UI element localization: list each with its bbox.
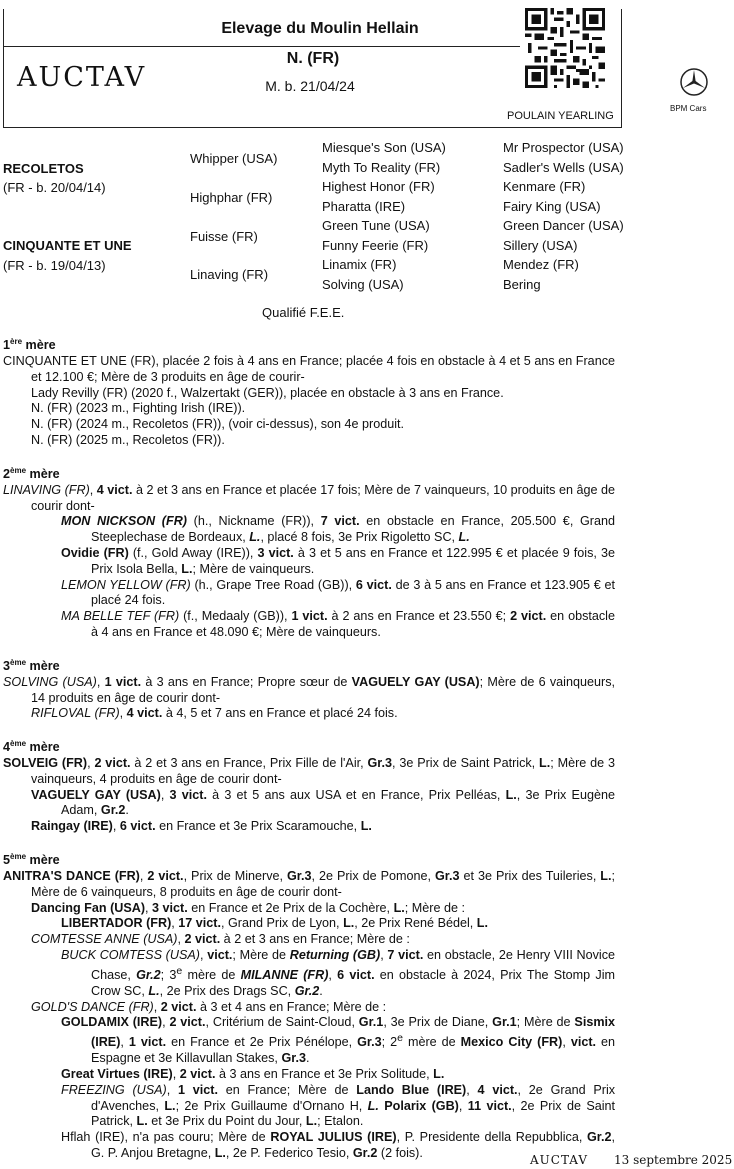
lot-details: M. b. 21/04/24 — [265, 78, 355, 94]
dam-record: ANITRA'S DANCE (FR), 2 vict., Prix de Minerve, Gr.3, 2e Prix de Pomone, Gr.3 et 3e Prix des Tuileries, L.; Mère de 6 vainqueurs, 8 produits en âge de courir dont- — [3, 869, 615, 899]
footer-logo: AUCTAV — [530, 1153, 589, 1167]
pedigree-g3: Green Tune (USA) — [322, 218, 430, 233]
produce-line: Lady Revilly (FR) (2020 f., Walzertakt (GER)), placée en obstacle à 3 ans en France. — [31, 385, 504, 400]
dam-record: LINAVING (FR), 4 vict. à 2 et 3 ans en France et placée 17 fois; Mère de 7 vainqueurs, 10 produits en âge de courir dont- — [3, 482, 615, 513]
family-notes — [3, 334, 615, 1162]
sponsor-name: BPM Cars — [670, 104, 707, 113]
pedigree-g3: Linamix (FR) — [322, 257, 397, 272]
produce-line: Great Virtues (IRE), 2 vict. à 3 ans en France et 3e Prix Solitude, L. — [61, 1066, 445, 1081]
pedigree-g3: Miesque's Son (USA) — [322, 140, 446, 155]
pedigree-g2: Highphar (FR) — [190, 190, 273, 205]
generation-heading: 5ème mère — [3, 852, 60, 868]
pedigree-g4: Bering — [503, 277, 541, 292]
pedigree-g2: Linaving (FR) — [190, 267, 269, 282]
pedigree-g2: Whipper (USA) — [190, 151, 278, 166]
produce-line: N. (FR) (2023 m., Fighting Irish (IRE)). — [31, 401, 246, 416]
pedigree-g3: Highest Honor (FR) — [322, 179, 435, 194]
produce-line: BUCK COMTESS (USA), vict.; Mère de Returning (GB), 7 vict. en obstacle, 2e Henry VIII Novice Chase, Gr.2; 3e mère de MILANNE (FR), 6 vict. en obstacle à 2024, Prix The Stomp Jim Crow SC, L., 2e Prix des Drags SC, Gr.2. — [61, 948, 616, 998]
mercedes-star-icon — [679, 67, 709, 97]
pedigree-g4: Mendez (FR) — [503, 257, 579, 272]
produce-line: Hflah (IRE), n'a pas couru; Mère de ROYAL JULIUS (IRE), P. Presidente della Repubblica, Gr.2, G. P. Anjou Bretagne, L., 2e P. Federico Tesio, Gr.2 (2 fois). — [61, 1130, 615, 1160]
produce-line: LEMON YELLOW (FR) (h., Grape Tree Road (GB)), 6 vict. de 3 à 5 ans en France et 123.905 € et placé 24 fois. — [61, 577, 616, 608]
produce-line: Raingay (IRE), 6 vict. en France et 3e Prix Scaramouche, L. — [31, 819, 372, 834]
pedigree-g2: Fuisse (FR) — [190, 229, 258, 244]
produce-line: FREEZING (USA), 1 vict. en France; Mère de Lando Blue (IRE), 4 vict., 2e Grand Prix d'Avenches, L.; 2e Prix Guillaume d'Ornano H, L. Polarix (GB), 11 vict., 2e Prix de Saint Patrick, L. et 3e Prix du Point du Jour, L.; Etalon. — [61, 1082, 616, 1129]
generation-heading: 4ème mère — [3, 739, 60, 755]
produce-line: Dancing Fan (USA), 3 vict. en France et 2e Prix de la Cochère, L.; Mère de : — [31, 900, 465, 915]
category-label: POULAIN YEARLING — [507, 110, 614, 122]
produce-line: COMTESSE ANNE (USA), 2 vict. à 2 et 3 ans en France; Mère de : — [31, 932, 410, 947]
pedigree-g3: Pharatta (IRE) — [322, 199, 406, 214]
pedigree-g4: Green Dancer (USA) — [503, 218, 624, 233]
sire-name: RECOLETOS — [3, 161, 84, 176]
dam-record: CINQUANTE ET UNE (FR), placée 2 fois à 4 ans en France; placée 4 fois en obstacle à 4 et 5 ans en France et 12.100 €; Mère de 3 produits en âge de courir- — [3, 353, 615, 384]
qr-code-icon[interactable] — [525, 8, 605, 88]
dam-name: CINQUANTE ET UNE — [3, 238, 132, 253]
pedigree-g3: Funny Feerie (FR) — [322, 238, 429, 253]
pedigree-g3: Myth To Reality (FR) — [322, 160, 441, 175]
qualification: Qualifié F.E.E. — [262, 305, 345, 320]
produce-line: GOLDAMIX (IRE), 2 vict., Critérium de Saint-Cloud, Gr.1, 3e Prix de Diane, Gr.1; Mère de Sismix (IRE), 1 vict. en France et 2e Prix Pénélope, Gr.3; 2e mère de Mexico City (FR), vict. en Espagne et 3e Killavullan Stakes, Gr.3. — [61, 1015, 616, 1066]
pedigree-g4: Sadler's Wells (USA) — [503, 160, 624, 175]
pedigree-g4: Fairy King (USA) — [503, 199, 601, 214]
pedigree-g4: Sillery (USA) — [503, 238, 578, 253]
produce-line: N. (FR) (2025 m., Recoletos (FR)). — [31, 432, 225, 447]
sire-info: (FR - b. 20/04/14) — [3, 180, 106, 195]
pedigree-g4: Mr Prospector (USA) — [503, 140, 624, 155]
produce-line: N. (FR) (2024 m., Recoletos (FR)), (voir ci-dessus), son 4e produit. — [31, 417, 405, 432]
produce-line: RIFLOVAL (FR), 4 vict. à 4, 5 et 7 ans en France et placé 24 fois. — [31, 706, 398, 721]
generation-heading: 3ème mère — [3, 657, 60, 673]
breeder-name: Elevage du Moulin Hellain — [221, 20, 419, 37]
produce-line: LIBERTADOR (FR), 17 vict., Grand Prix de Lyon, L., 2e Prix René Bédel, L. — [61, 916, 488, 931]
lot-name: N. (FR) — [286, 50, 340, 67]
produce-line: GOLD'S DANCE (FR), 2 vict. à 3 et 4 ans en France; Mère de : — [31, 999, 387, 1014]
pedigree-g4: Kenmare (FR) — [503, 179, 586, 194]
footer-date: 13 septembre 2025 — [614, 1153, 733, 1167]
produce-line: MON NICKSON (FR) (h., Nickname (FR)), 7 vict. en obstacle en France, 205.500 €, Grand Steeplechase de Bordeaux, L., placé 8 fois, 3e Prix Rigoletto SC, L. — [61, 514, 615, 545]
dam-record: SOLVING (USA), 1 vict. à 3 ans en France; Propre sœur de VAGUELY GAY (USA); Mère de 6 vainqueurs, 14 produits en âge de courir dont- — [3, 674, 615, 705]
header-divider — [3, 46, 520, 47]
auctav-logo: AUCTAV — [17, 62, 147, 93]
produce-line: Ovidie (FR) (f., Gold Away (IRE)), 3 vict. à 3 et 5 ans en France et 122.995 € et placée 9 fois, 3e Prix Isola Bella, L.; Mère de vainqueurs. — [61, 545, 616, 576]
produce-line: VAGUELY GAY (USA), 3 vict. à 3 et 5 ans aux USA et en France, Prix Pelléas, L., 3e Prix Eugène Adam, Gr.2. — [31, 787, 615, 818]
dam-info: (FR - b. 19/04/13) — [3, 258, 106, 273]
produce-line: MA BELLE TEF (FR) (f., Medaaly (GB)), 1 vict. à 2 ans en France et 23.550 €; 2 vict. en obstacle à 4 ans en France et 48.090 €; Mère de vainqueurs. — [61, 609, 615, 639]
generation-heading: 1ère mère — [3, 337, 56, 353]
dam-record: SOLVEIG (FR), 2 vict. à 2 et 3 ans en France, Prix Fille de l'Air, Gr.3, 3e Prix de Saint Patrick, L.; Mère de 3 vainqueurs, 4 produits en âge de courir dont- — [3, 756, 616, 786]
pedigree-g3: Solving (USA) — [322, 277, 404, 292]
generation-heading: 2ème mère — [3, 465, 60, 481]
